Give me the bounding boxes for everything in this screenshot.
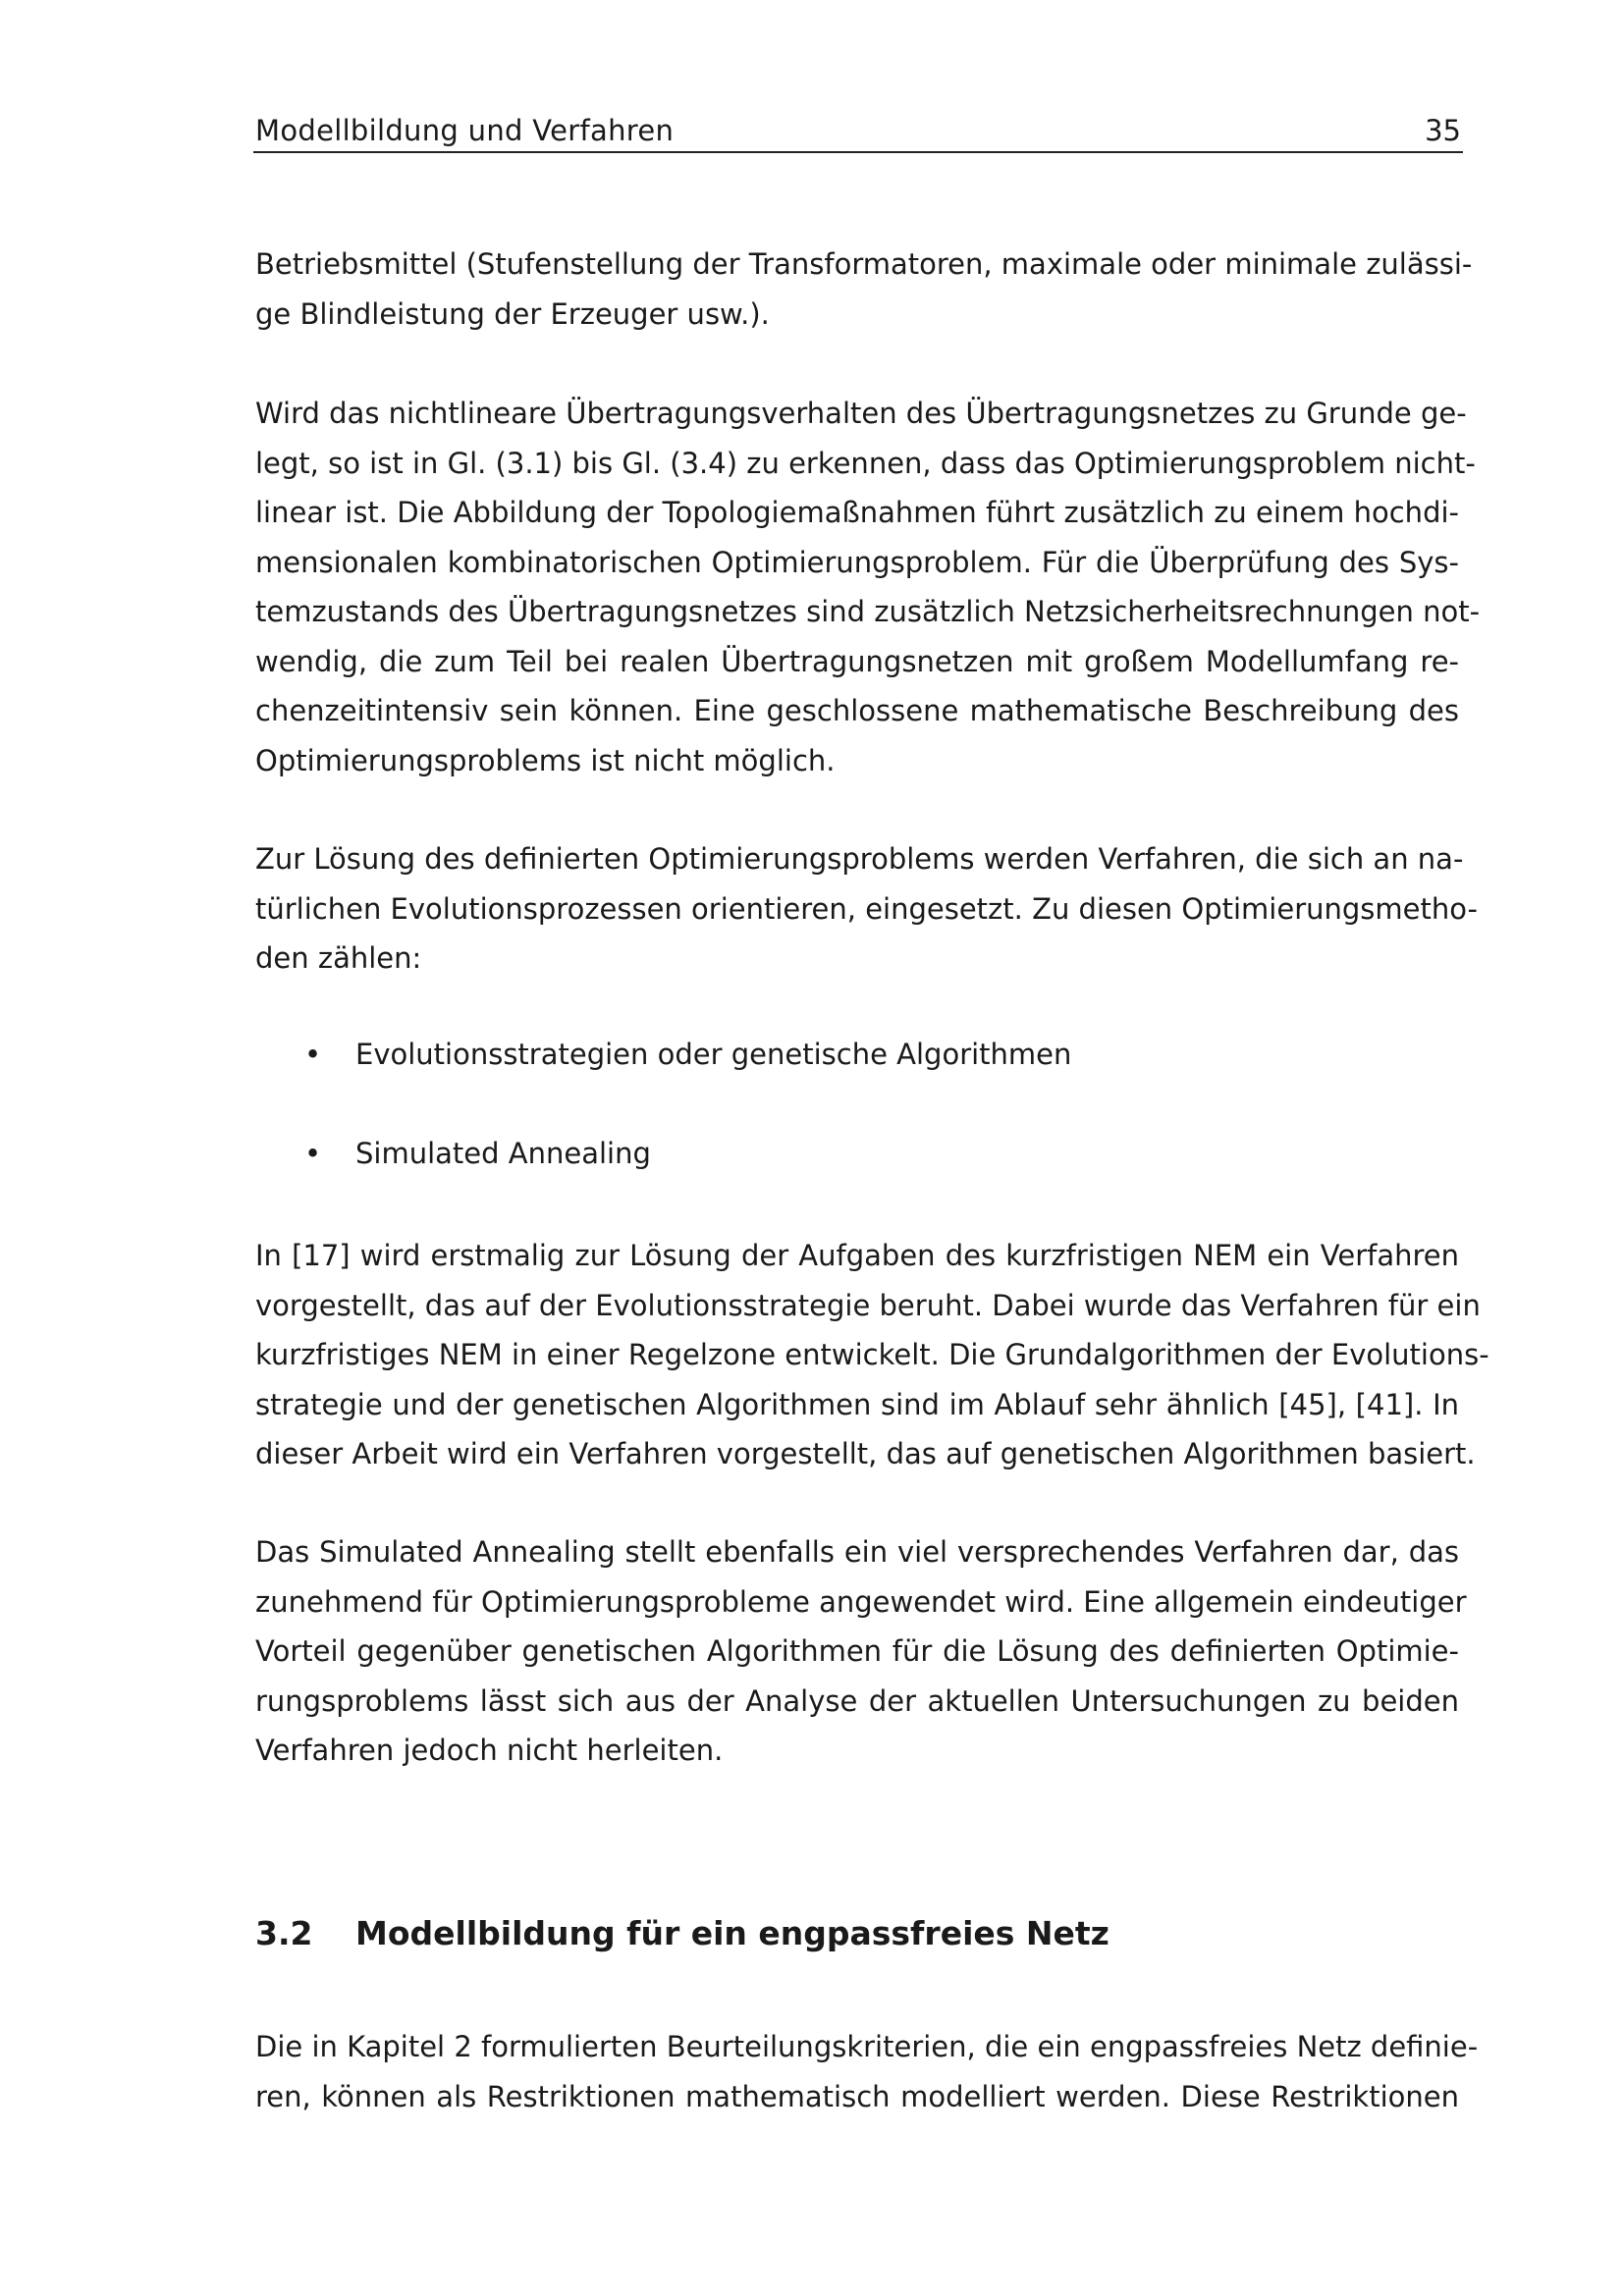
text-line: linear ist. Die Abbildung der Topologiemaßnahmen führt zusätzlich zu einem hochdi- [255,496,1459,529]
section-heading: Modellbildung für ein engpassfreies Netz [355,1914,1109,1952]
text-line: kurzfristiges NEM in einer Regelzone entwickelt. Die Grundalgorithmen der Evolutions- [255,1338,1489,1371]
text-line: Das Simulated Annealing stellt ebenfalls ein viel versprechendes Verfahren dar, das [255,1535,1459,1569]
header-title: Modellbildung und Verfahren [255,114,675,147]
text-line: dieser Arbeit wird ein Verfahren vorgestellt, das auf genetischen Algorithmen basiert. [255,1437,1476,1470]
text-line: Verfahren jedoch nicht herleiten. [255,1734,724,1767]
section-number: 3.2 [255,1914,313,1952]
text-line: chenzeitintensiv sein können. Eine geschlossene mathematische Beschreibung des [255,694,1459,727]
text-line: strategie und der genetischen Algorithmen sind im Ablauf sehr ähnlich [45], [41]. In [255,1387,1459,1421]
text-line: ren, können als Restriktionen mathematisch modelliert werden. Diese Restriktionen [255,2079,1459,2113]
paragraph-3 [255,834,1478,984]
text-line: In [17] wird erstmalig zur Lösung der Aufgaben des kurzfristigen NEM ein Verfahren [255,1239,1459,1272]
text-line: temzustands des Übertragungsnetzes sind zusätzlich Netzsicherheitsrechnungen not- [255,595,1481,628]
paragraph-4 [255,1231,1489,1479]
text-line: Vorteil gegenüber genetischen Algorithmen für die Lösung des definierten Optimie- [255,1634,1459,1668]
paragraph-6 [255,2022,1479,2121]
list-item: Simulated Annealing [355,1137,651,1170]
text-line: legt, so ist in Gl. (3.1) bis Gl. (3.4) zu erkennen, dass das Optimierungsproblem nicht- [255,446,1476,480]
text-line: den zählen: [255,941,422,975]
text-line: ge Blindleistung der Erzeuger usw.). [255,296,770,331]
bullet-marker: • [304,1137,322,1170]
text-line: zunehmend für Optimierungsprobleme angewendet wird. Eine allgemein eindeutiger [255,1584,1467,1619]
paragraph-2 [255,389,1481,785]
text-line: Zur Lösung des definierten Optimierungsproblems werden Verfahren, die sich an na- [255,842,1464,876]
paragraph-1 [255,240,1473,339]
page-number: 35 [1425,114,1461,147]
bullet-marker: • [304,1038,322,1071]
text-line: türlichen Evolutionsprozessen orientieren, eingesetzt. Zu diesen Optimierungsmetho- [255,891,1478,926]
running-header [253,112,1463,153]
text-line: wendig, die zum Teil bei realen Übertragungsnetzen mit großem Modellumfang re- [255,644,1459,678]
text-line: Die in Kapitel 2 formulierten Beurteilungskriterien, die ein engpassfreies Netz definie- [255,2030,1479,2063]
text-line: mensionalen kombinatorischen Optimierungsproblem. Für die Überprüfung des Sys- [255,545,1459,579]
paragraph-5 [255,1527,1467,1776]
list-item: Evolutionsstrategien oder genetische Algorithmen [355,1038,1072,1071]
text-line: vorgestellt, das auf der Evolutionsstrategie beruht. Dabei wurde das Verfahren für ein [255,1288,1481,1322]
text-line: Optimierungsproblems ist nicht möglich. [255,743,836,777]
text-line: Betriebsmittel (Stufenstellung der Transformatoren, maximale oder minimale zulässi- [255,247,1473,281]
text-line: Wird das nichtlineare Übertragungsverhalten des Übertragungsnetzes zu Grunde ge- [255,397,1467,430]
text-line: rungsproblems lässt sich aus der Analyse der aktuellen Untersuchungen zu beiden [255,1683,1459,1718]
